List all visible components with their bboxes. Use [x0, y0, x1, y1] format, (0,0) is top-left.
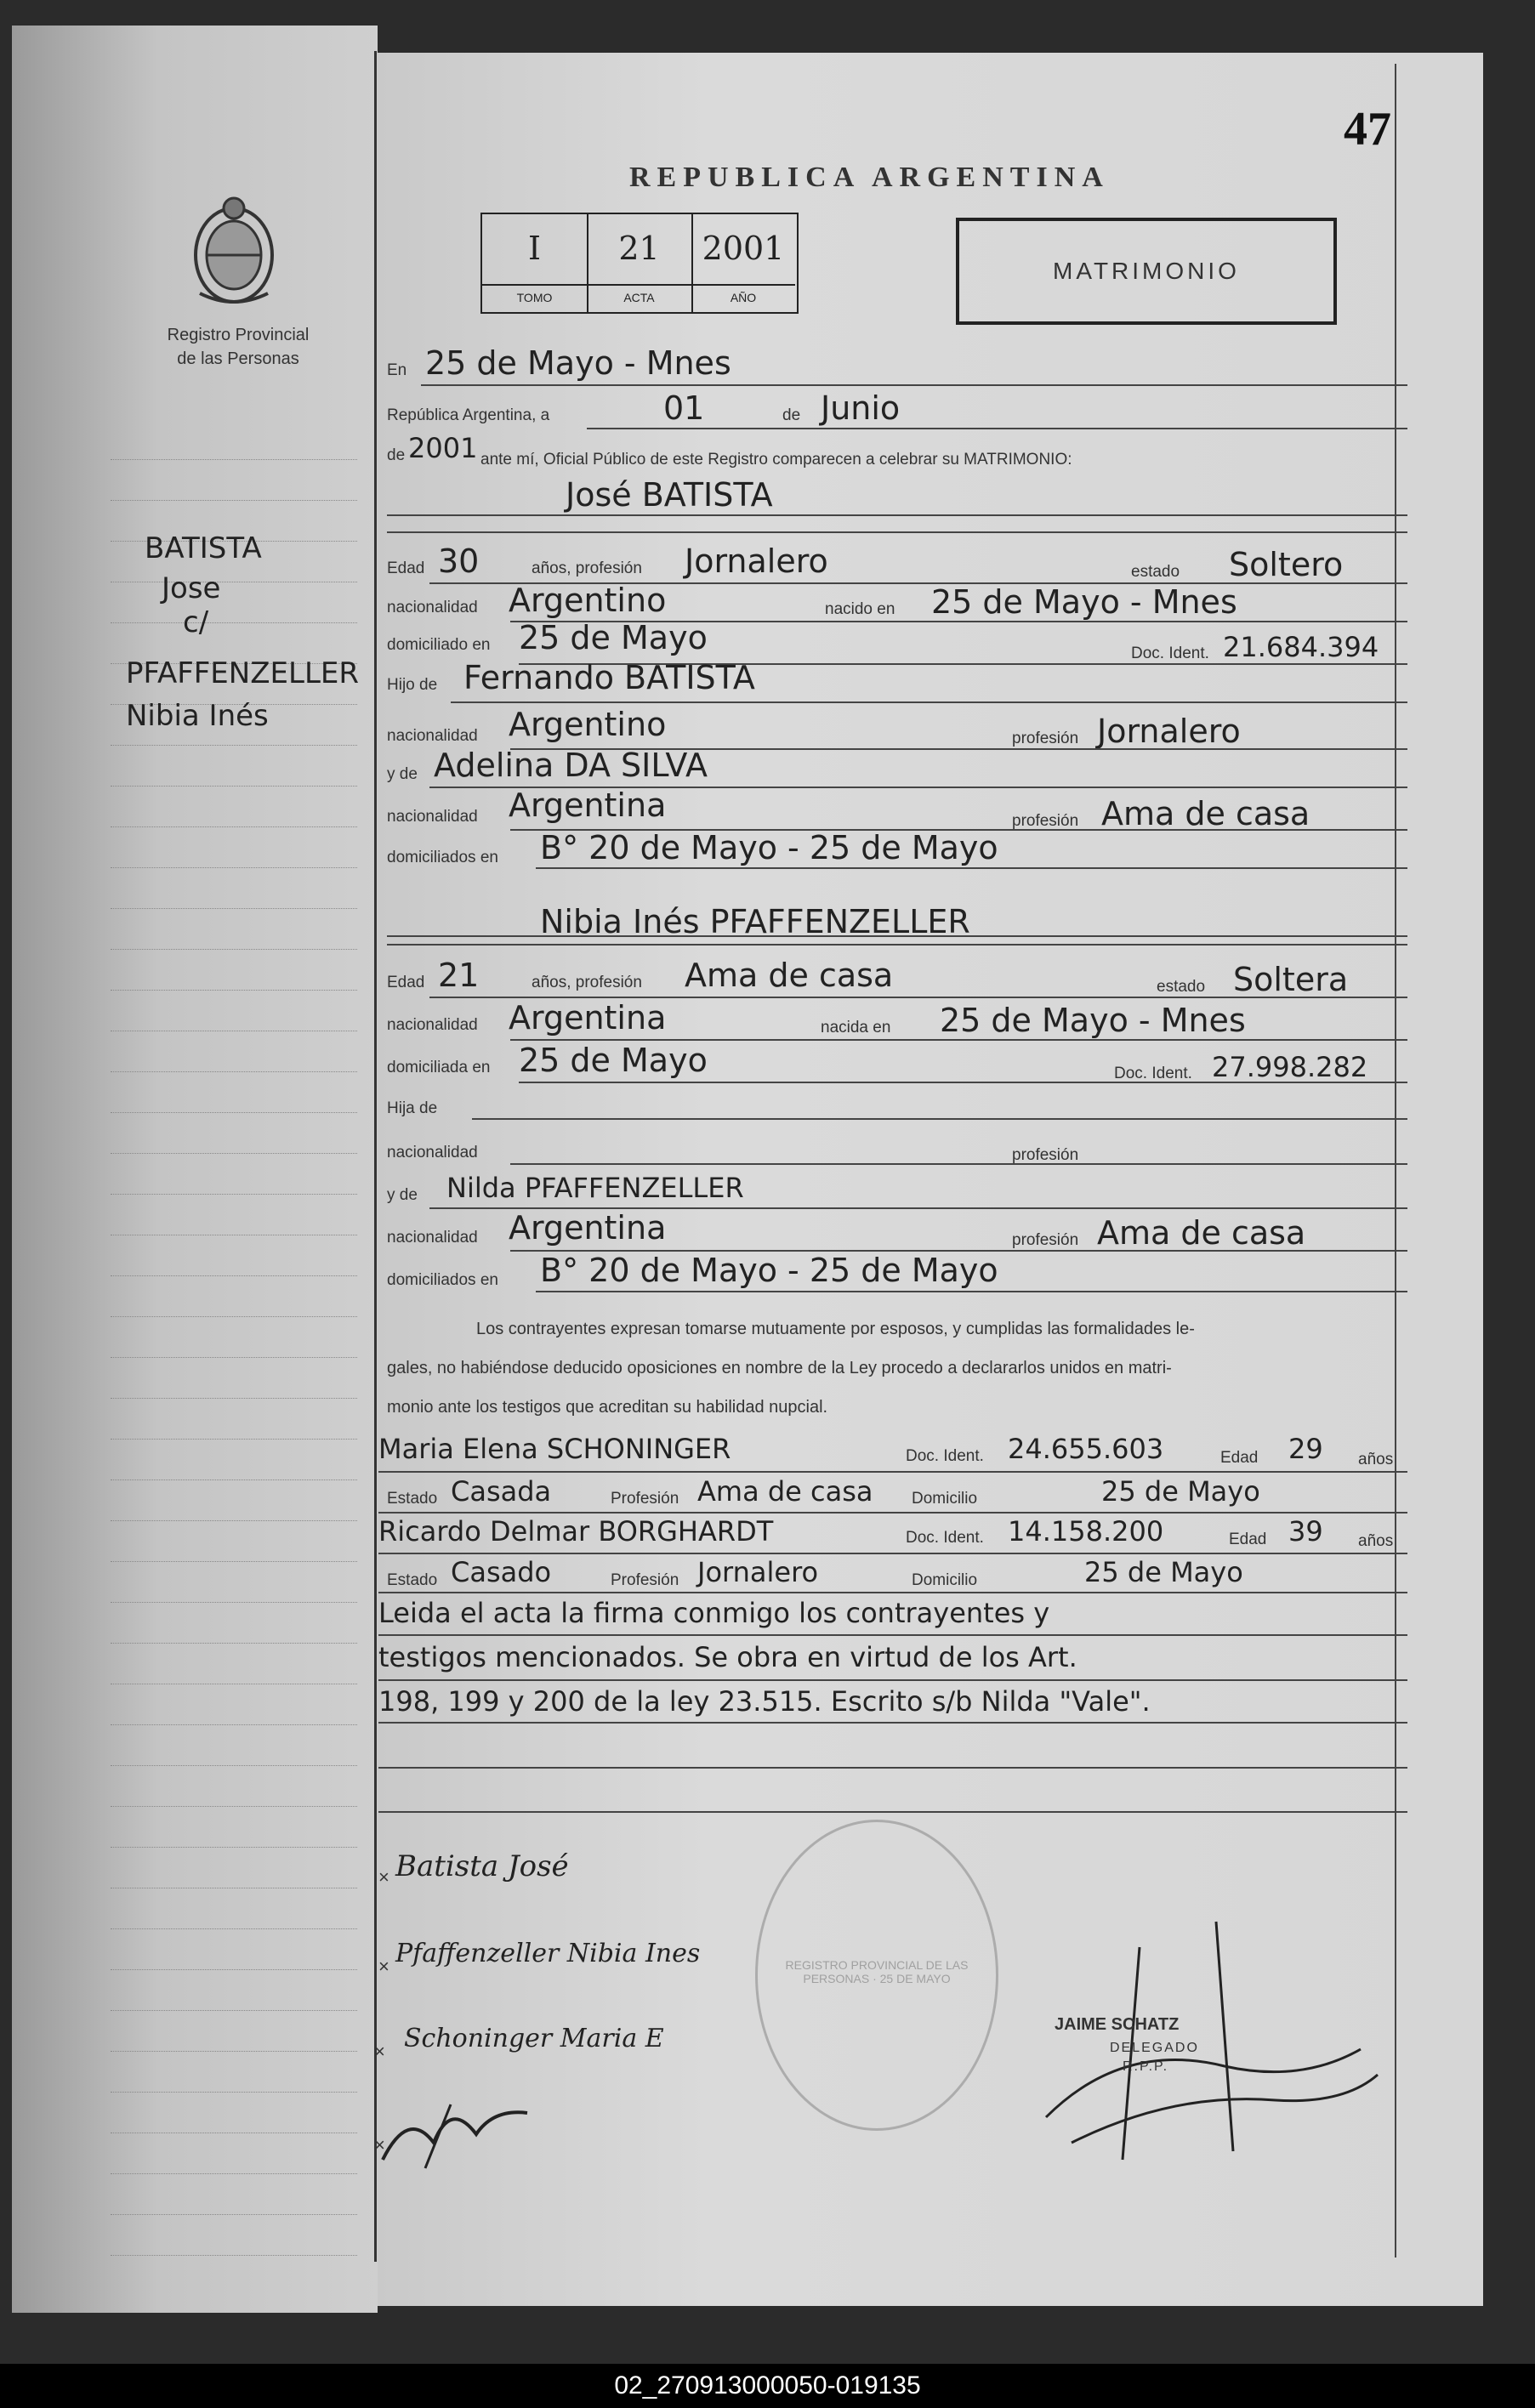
margin-note-line2: Jose: [162, 571, 221, 605]
bride-profesion: Ama de casa: [685, 957, 894, 994]
witness1-estado: Casada: [451, 1475, 552, 1508]
bride-padres-dom-label: domiciliados en: [387, 1271, 498, 1289]
rule: [451, 701, 1407, 703]
bride-nacida: 25 de Mayo - Mnes: [940, 1002, 1246, 1039]
bride-domicilio-label: domiciliada en: [387, 1059, 491, 1076]
bride-estado-label: estado: [1157, 978, 1206, 996]
page-number: 47: [1344, 103, 1391, 156]
groom-name: José BATISTA: [566, 476, 773, 514]
footer-filename: 02_270913000050-019135: [0, 2364, 1535, 2408]
rule: [536, 867, 1407, 869]
rule: [421, 384, 1407, 386]
seal-text: [758, 1822, 996, 2128]
groom-madre-nac: Argentina: [509, 787, 667, 824]
bride-hija-label: Hija de: [387, 1099, 438, 1117]
bride-padre-nac-label: nacionalidad: [387, 1144, 478, 1161]
groom-madre: Adelina DA SILVA: [434, 747, 708, 784]
ano-cell: [691, 214, 795, 312]
left-ruled-line: [111, 1275, 357, 1276]
bride-madre: Nilda PFAFFENZELLER: [446, 1172, 744, 1204]
rule: [519, 1082, 1407, 1083]
official-org: R.P.P.: [1123, 2059, 1169, 2074]
statement-line2: gales, no habiéndose deducido oposiciones en nombre de la Ley procedo a declararlos unidos en matri-: [387, 1359, 1172, 1377]
left-ruled-line: [111, 1765, 357, 1766]
official-seal: [755, 1820, 998, 2131]
left-ruled-line: [111, 1643, 357, 1644]
month-value: Junio: [821, 389, 901, 427]
bride-estado: Soltera: [1233, 961, 1349, 998]
left-ruled-line: [111, 1071, 357, 1072]
rule: [587, 428, 1407, 429]
groom-domicilio-label: domiciliado en: [387, 636, 491, 654]
rule: [378, 1767, 1407, 1769]
notes-line1: Leida el acta la firma conmigo los contrayentes y: [378, 1597, 1050, 1629]
left-ruled-line: [111, 1602, 357, 1603]
signature-bride: Pfaffenzeller Nibia Ines: [395, 1939, 701, 1968]
statement-line3: monio ante los testigos que acreditan su habilidad nupcial.: [387, 1398, 828, 1417]
official-name: JAIME SCHATZ: [1055, 2015, 1180, 2034]
rule: [378, 1722, 1407, 1724]
witness2-dom: 25 de Mayo: [1084, 1556, 1243, 1588]
left-ruled-line: [111, 2092, 357, 2093]
left-ruled-line: [111, 1112, 357, 1113]
signature-mark: ×: [374, 2134, 385, 2155]
acta-label: ACTA: [587, 284, 691, 304]
registry-line2: de las Personas: [177, 349, 299, 368]
left-ruled-line: [111, 867, 357, 868]
ano-label: AÑO: [691, 284, 795, 304]
tomo-cell: [482, 214, 588, 312]
place-value: 25 de Mayo - Mnes: [425, 344, 731, 382]
notes-line2: testigos mencionados. Se obra en virtud de los Art.: [378, 1641, 1077, 1673]
bride-nacionalidad-label: nacionalidad: [387, 1016, 478, 1034]
rule: [472, 1118, 1407, 1120]
bride-nacionalidad: Argentina: [509, 999, 667, 1036]
bride-doc-label: Doc. Ident.: [1114, 1065, 1192, 1082]
bride-domicilio: 25 de Mayo: [519, 1042, 708, 1079]
right-margin-rule: [1395, 64, 1396, 2258]
notes-line3: 198, 199 y 200 de la ley 23.515. Escrito s/b Nilda "Vale".: [378, 1685, 1151, 1718]
left-ruled-line: [111, 908, 357, 909]
declaration-text: ante mí, Oficial Público de este Registro comparecen a celebrar su MATRIMONIO:: [480, 451, 1072, 469]
groom-madre-prof: Ama de casa: [1101, 795, 1310, 832]
groom-padre: Fernando BATISTA: [463, 659, 755, 696]
left-ruled-line: [111, 990, 357, 991]
witness2-doc: 14.158.200: [1008, 1515, 1164, 1548]
left-ruled-line: [111, 2010, 357, 2011]
left-ruled-line: [111, 1847, 357, 1848]
witness2-estado: Casado: [451, 1556, 552, 1588]
rule: [387, 514, 1407, 516]
day-value: 01: [663, 389, 705, 427]
signature-mark: ×: [374, 2041, 385, 2062]
witness2-anos-label: años: [1358, 1532, 1394, 1550]
margin-note-line5: Nibia Inés: [126, 699, 269, 733]
witness1-doc-label: Doc. Ident.: [906, 1447, 984, 1465]
groom-edad: 30: [438, 542, 480, 580]
left-ruled-line: [111, 2051, 357, 2052]
bride-edad: 21: [438, 957, 480, 994]
bride-madre-nac: Argentina: [509, 1209, 667, 1247]
left-ruled-line: [111, 1357, 357, 1358]
bride-padres-dom: B° 20 de Mayo - 25 de Mayo: [540, 1252, 998, 1289]
rule: [378, 1679, 1407, 1681]
margin-note-line1: BATISTA: [145, 531, 262, 565]
left-ruled-line: [111, 1194, 357, 1195]
left-ruled-line: [111, 2173, 357, 2174]
groom-padres-dom-label: domiciliados en: [387, 849, 498, 866]
bride-madre-label: y de: [387, 1186, 418, 1204]
rule: [387, 944, 1407, 946]
year-value: 2001: [408, 432, 478, 464]
witness1-prof: Ama de casa: [697, 1475, 873, 1508]
groom-nacido-label: nacido en: [825, 600, 895, 618]
ano-value: 2001: [702, 230, 785, 267]
witness1-edad: 29: [1288, 1433, 1323, 1465]
signature-groom: Batista José: [395, 1849, 569, 1883]
bride-profesion-label: años, profesión: [532, 974, 642, 991]
witness1-prof-label: Profesión: [611, 1490, 679, 1508]
official-stamp: [1038, 2007, 1318, 2083]
groom-nacionalidad: Argentino: [509, 582, 667, 619]
seal-label: REGISTRO PROVINCIAL DE LAS PERSONAS · 25 DE MAYO: [785, 1958, 969, 1985]
bride-edad-label: Edad: [387, 974, 425, 991]
left-ruled-line: [111, 1316, 357, 1317]
left-ruled-line: [111, 1561, 357, 1562]
witness1-name: Maria Elena SCHONINGER: [378, 1433, 731, 1465]
coat-of-arms-icon: [183, 191, 285, 310]
groom-madre-label: y de: [387, 765, 418, 783]
acta-cell: [587, 214, 693, 312]
witness1-edad-label: Edad: [1220, 1449, 1259, 1467]
registry-label: [128, 323, 349, 371]
witness1-dom-label: Domicilio: [912, 1490, 978, 1508]
rule: [378, 1471, 1407, 1473]
groom-profesion: Jornalero: [685, 542, 828, 580]
witness2-estado-label: Estado: [387, 1571, 438, 1589]
left-ruled-line: [111, 2214, 357, 2215]
groom-madre-prof-label: profesión: [1012, 812, 1079, 830]
witness2-prof: Jornalero: [697, 1556, 819, 1588]
left-ruled-line: [111, 1806, 357, 1807]
bride-nacida-label: nacida en: [821, 1019, 891, 1036]
groom-nacionalidad-label: nacionalidad: [387, 599, 478, 616]
left-ruled-line: [111, 1724, 357, 1725]
rule: [536, 1291, 1407, 1292]
bride-madre-nac-label: nacionalidad: [387, 1229, 478, 1247]
groom-edad-label: Edad: [387, 559, 425, 577]
tomo-acta-ano-box: [480, 213, 799, 314]
margin-note-line4: PFAFFENZELLER: [126, 656, 359, 690]
signature-mark: ×: [378, 1956, 389, 1977]
groom-estado-label: estado: [1131, 563, 1180, 581]
groom-padre-nac: Argentino: [509, 706, 667, 743]
bride-name: Nibia Inés PFAFFENZELLER: [540, 903, 970, 940]
left-ruled-line: [111, 1928, 357, 1929]
record-type: MATRIMONIO: [1053, 258, 1240, 284]
witness1-estado-label: Estado: [387, 1490, 438, 1508]
witness2-name: Ricardo Delmar BORGHARDT: [378, 1515, 774, 1548]
witness1-anos-label: años: [1358, 1451, 1394, 1468]
witness2-dom-label: Domicilio: [912, 1571, 978, 1589]
bride-madre-prof-label: profesión: [1012, 1231, 1079, 1249]
witness2-edad-label: Edad: [1229, 1531, 1267, 1548]
registry-line1: Registro Provincial: [167, 326, 310, 344]
rule: [378, 1553, 1407, 1554]
left-ruled-line: [111, 1398, 357, 1399]
groom-doc: 21.684.394: [1223, 631, 1379, 663]
left-ruled-line: [111, 1439, 357, 1440]
witness2-prof-label: Profesión: [611, 1571, 679, 1589]
left-ruled-line: [111, 500, 357, 501]
left-ruled-line: [111, 745, 357, 746]
statement-line1: Los contrayentes expresan tomarse mutuamente por esposos, y cumplidas las formalidades le-: [476, 1320, 1195, 1338]
bride-madre-prof: Ama de casa: [1097, 1214, 1306, 1252]
signature-witness2-scribble-icon: [374, 2092, 544, 2177]
signature-mark: ×: [378, 1866, 389, 1888]
left-ruled-line: [111, 622, 357, 623]
country-heading: REPUBLICA ARGENTINA: [629, 162, 1110, 193]
year-prefix-label: de: [387, 446, 406, 464]
witness1-dom: 25 de Mayo: [1101, 1475, 1260, 1508]
groom-padre-prof: Jornalero: [1097, 713, 1241, 750]
rule: [378, 1811, 1407, 1813]
groom-padre-prof-label: profesión: [1012, 730, 1079, 747]
witness1-doc: 24.655.603: [1008, 1433, 1164, 1465]
left-ruled-line: [111, 949, 357, 950]
page-divider: [374, 51, 377, 2262]
left-ruled-line: [111, 1479, 357, 1480]
margin-note-line3: c/: [183, 605, 209, 639]
groom-domicilio: 25 de Mayo: [519, 619, 708, 656]
tomo-value: I: [527, 230, 541, 267]
groom-estado: Soltero: [1229, 546, 1344, 583]
left-ruled-line: [111, 786, 357, 787]
rule: [378, 1634, 1407, 1636]
rule: [387, 531, 1407, 533]
left-ruled-line: [111, 1520, 357, 1521]
rule: [387, 935, 1407, 937]
groom-madre-nac-label: nacionalidad: [387, 808, 478, 826]
rule: [378, 1592, 1407, 1593]
groom-doc-label: Doc. Ident.: [1131, 645, 1209, 662]
rule: [510, 1163, 1407, 1165]
left-ruled-line: [111, 2255, 357, 2256]
rule: [510, 1039, 1407, 1041]
left-ruled-line: [111, 1153, 357, 1154]
rule: [378, 1512, 1407, 1514]
groom-padre-nac-label: nacionalidad: [387, 727, 478, 745]
record-type-box: [956, 218, 1337, 325]
left-ruled-line: [111, 1969, 357, 1970]
bride-doc: 27.998.282: [1212, 1051, 1368, 1083]
witness2-edad: 39: [1288, 1515, 1323, 1548]
groom-padres-dom: B° 20 de Mayo - 25 de Mayo: [540, 829, 998, 866]
groom-profesion-label: años, profesión: [532, 559, 642, 577]
left-ruled-line: [111, 459, 357, 460]
signature-witness1: Schoninger Maria E: [404, 2024, 664, 2053]
groom-nacido: 25 de Mayo - Mnes: [931, 583, 1237, 621]
bride-padre-prof-label: profesión: [1012, 1146, 1079, 1164]
acta-value: 21: [618, 230, 660, 267]
groom-hijo-label: Hijo de: [387, 676, 438, 694]
official-role: DELEGADO: [1110, 2041, 1199, 2055]
left-ruled-line: [111, 826, 357, 827]
republica-label: República Argentina, a: [387, 406, 550, 424]
en-label: En: [387, 361, 407, 379]
tomo-label: TOMO: [482, 284, 587, 304]
de-label: de: [782, 406, 801, 424]
rule: [429, 997, 1407, 998]
witness2-doc-label: Doc. Ident.: [906, 1529, 984, 1547]
